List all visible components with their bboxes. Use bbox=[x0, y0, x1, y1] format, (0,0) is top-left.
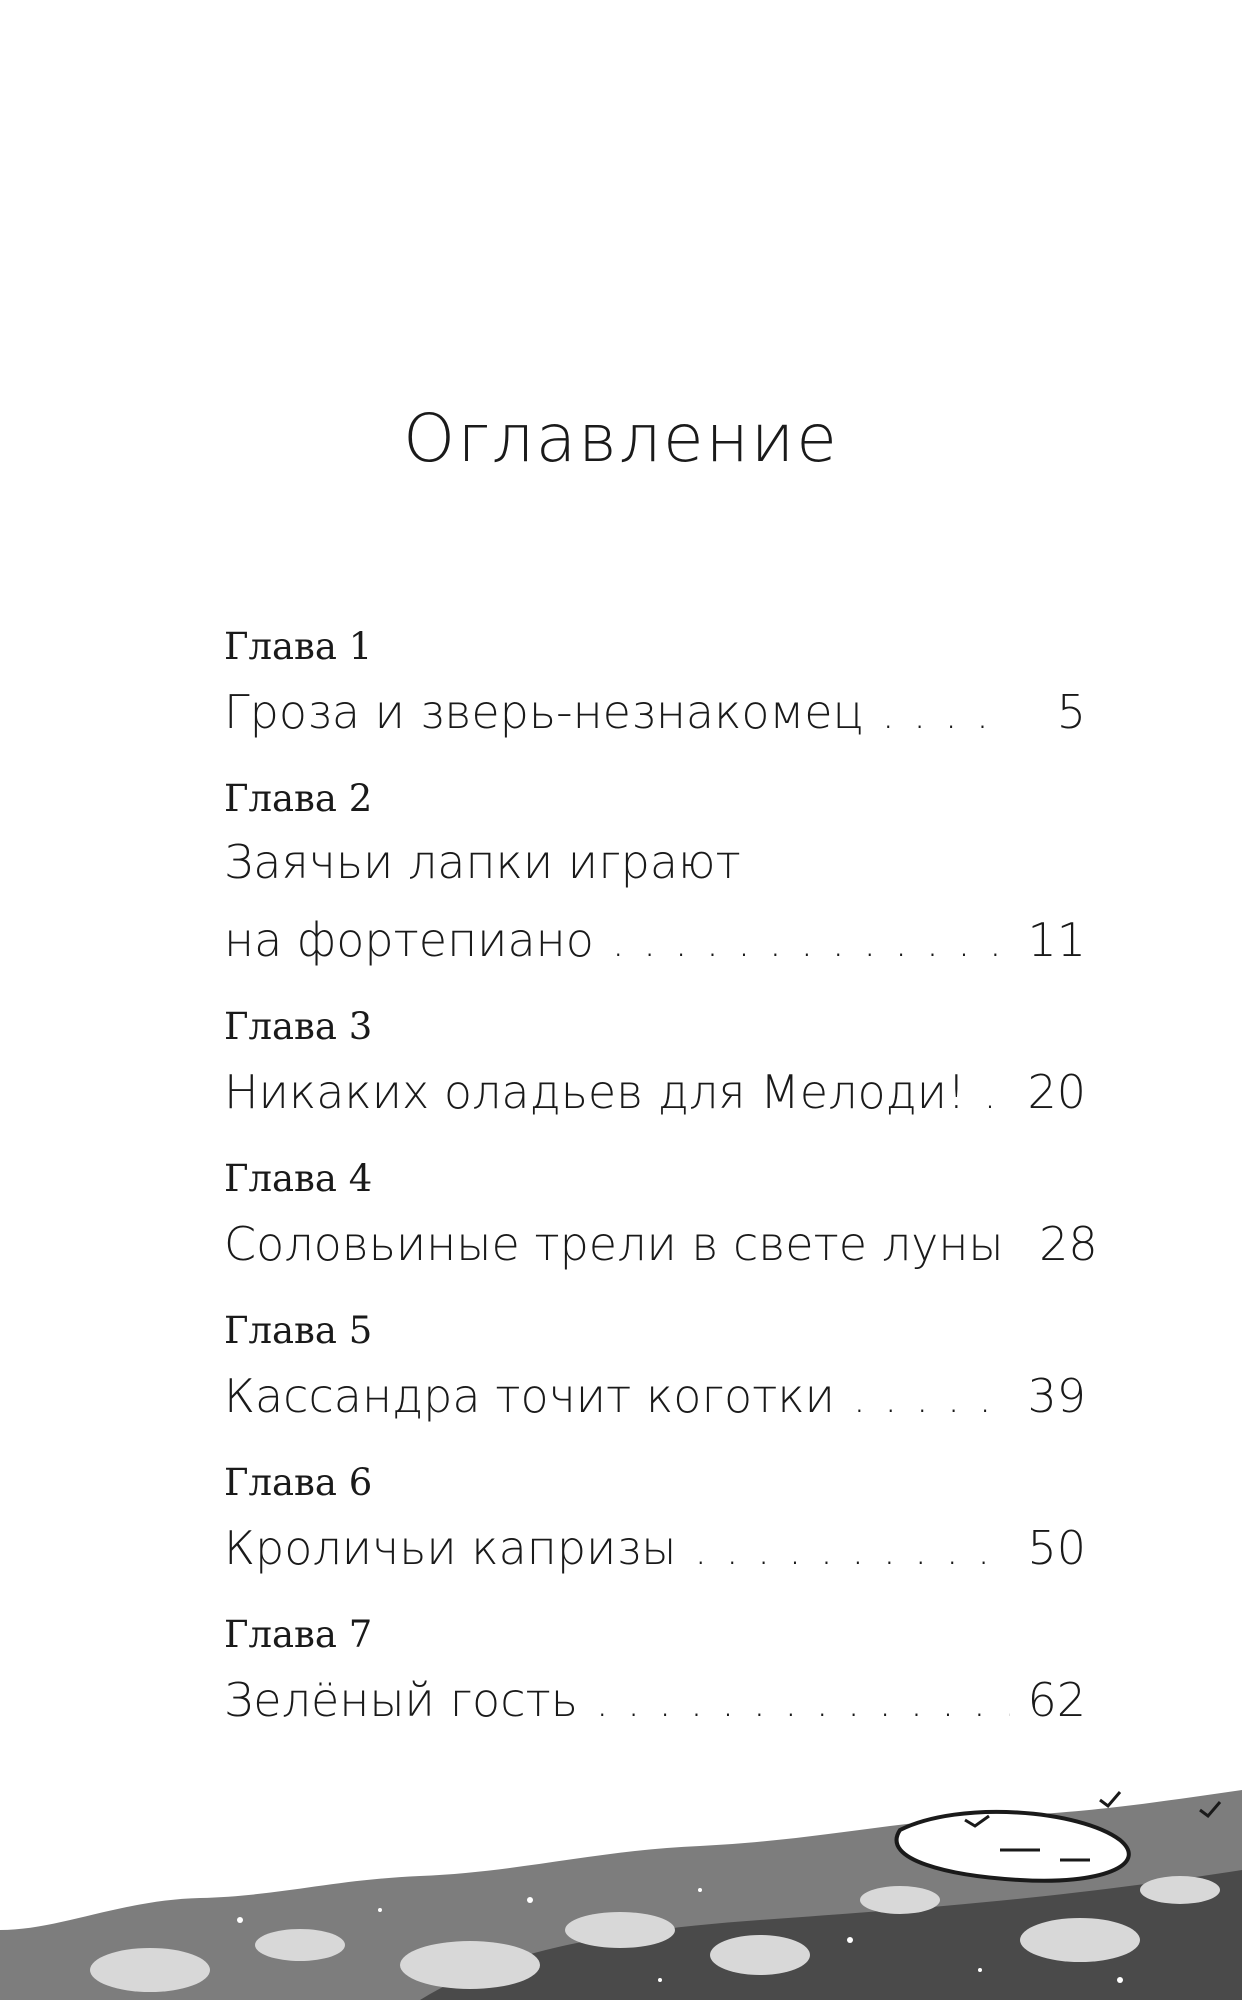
toc-entry-6[interactable] bbox=[224, 1458, 1086, 1588]
page-number: 28 bbox=[1039, 1217, 1098, 1271]
page-number: 20 bbox=[1027, 1065, 1086, 1119]
chapter-line bbox=[224, 824, 1086, 900]
chapter-title: Никаких оладьев для Мелоди! bbox=[224, 1065, 966, 1119]
chapter-line bbox=[224, 672, 1086, 752]
dot-leader bbox=[882, 675, 1010, 755]
page-number: 39 bbox=[1027, 1369, 1086, 1423]
dot-leader bbox=[596, 1663, 1010, 1743]
toc-entry-4[interactable] bbox=[224, 1154, 1098, 1284]
chapter-line bbox=[224, 1660, 1086, 1740]
chapter-label: Глава 4 bbox=[224, 1157, 373, 1200]
chapter-title: Кассандра точит коготки bbox=[224, 1369, 835, 1423]
table-of-contents bbox=[224, 622, 1098, 1762]
chapter-title: Гроза и зверь-незнакомец bbox=[224, 685, 864, 739]
dot-leader bbox=[984, 1055, 1010, 1135]
chapter-line bbox=[224, 1204, 1098, 1284]
chapter-line bbox=[224, 900, 1086, 980]
chapter-title: Зелёный гость bbox=[224, 1673, 578, 1727]
toc-entry-3[interactable] bbox=[224, 1002, 1086, 1132]
chapter-label: Глава 5 bbox=[224, 1309, 373, 1352]
page-number: 11 bbox=[1027, 913, 1086, 967]
chapter-line bbox=[224, 1052, 1086, 1132]
chapter-title: на фортепиано bbox=[224, 913, 594, 967]
dot-leader bbox=[853, 1359, 1010, 1439]
chapter-line bbox=[224, 1356, 1086, 1436]
chapter-label: Глава 1 bbox=[224, 625, 373, 668]
toc-entry-5[interactable] bbox=[224, 1306, 1086, 1436]
chapter-label: Глава 3 bbox=[224, 1005, 373, 1048]
decorative-illustration bbox=[0, 1780, 1242, 2000]
chapter-label: Глава 6 bbox=[224, 1461, 373, 1504]
toc-entry-1[interactable] bbox=[224, 622, 1086, 752]
toc-entry-7[interactable] bbox=[224, 1610, 1086, 1740]
dot-leader bbox=[612, 903, 1010, 983]
chapter-title: Кроличьи капризы bbox=[224, 1521, 677, 1575]
chapter-line bbox=[224, 1508, 1086, 1588]
chapter-title-line-1: Заячьи лапки играют bbox=[224, 835, 741, 889]
dot-leader bbox=[694, 1511, 1010, 1591]
chapter-label: Глава 2 bbox=[224, 777, 373, 820]
chapter-title: Соловьиные трели в свете луны bbox=[224, 1217, 1004, 1271]
page-title: Оглавление bbox=[403, 400, 839, 477]
toc-entry-2[interactable] bbox=[224, 774, 1086, 980]
page-number: 50 bbox=[1027, 1521, 1086, 1575]
page-number: 62 bbox=[1027, 1673, 1086, 1727]
page-number: 5 bbox=[1056, 685, 1086, 739]
chapter-label: Глава 7 bbox=[224, 1613, 373, 1656]
